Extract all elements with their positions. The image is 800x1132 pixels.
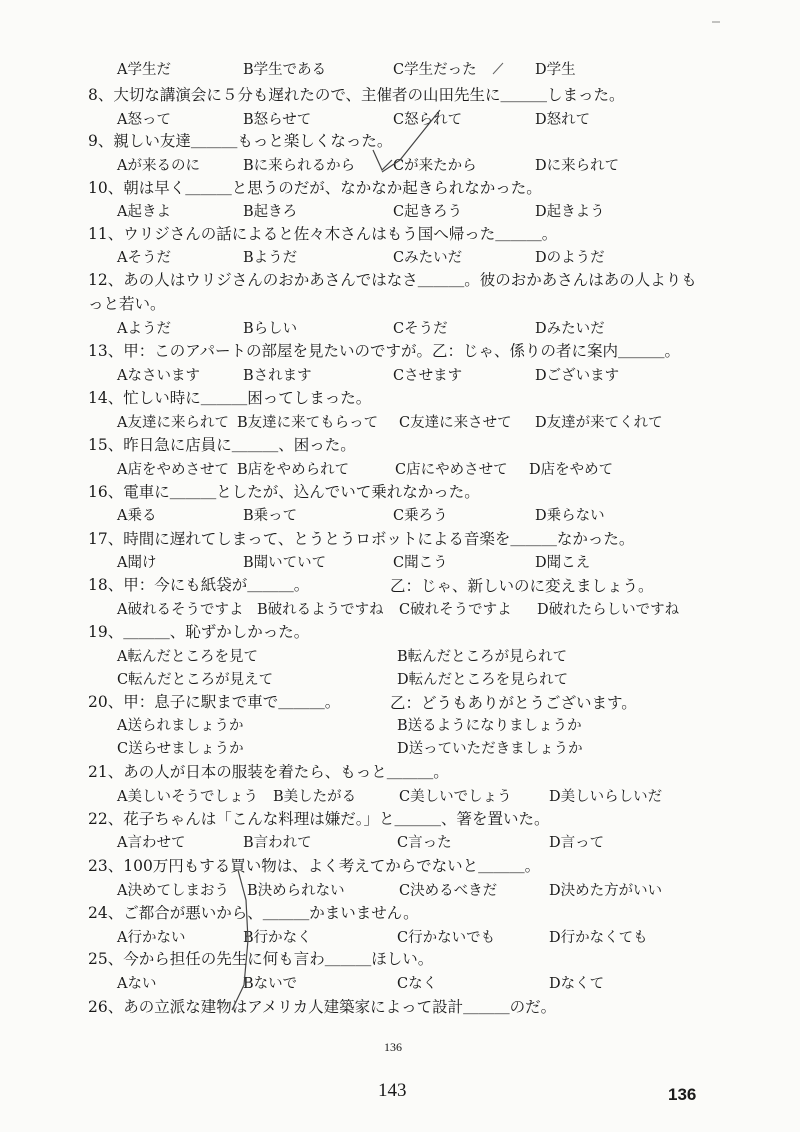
option-c: C転んだところが見えて [117, 672, 274, 688]
option-d: Dみたいだ [535, 321, 605, 337]
option-a: A起きよ [117, 204, 171, 220]
option-row [117, 108, 717, 130]
option-row [117, 504, 717, 526]
question-26: 26、あの立派な建物はアメリカ人建築家によって設計＿＿＿のだ。 [88, 998, 557, 1016]
option-b: Bようだ [243, 250, 298, 266]
option-row [117, 364, 717, 386]
option-b: B行かなく [243, 930, 312, 946]
option-row [117, 551, 717, 573]
option-d: D行かなくても [549, 930, 648, 946]
option-c: C言った [397, 835, 452, 851]
option-d: D転んだところを見られて [397, 672, 569, 688]
option-c: C決めるべきだ [399, 883, 498, 899]
option-c: C怒られて [393, 112, 463, 128]
question-20: 20、甲：息子に駅まで車で＿＿＿。 [88, 693, 341, 711]
option-row [117, 972, 717, 994]
question-21: 21、あの人が日本の服装を着たら、もっと＿＿＿。 [88, 763, 449, 781]
option-b: B言われて [243, 835, 312, 851]
question-16: 16、電車に＿＿＿としたが、込んでいて乗れなかった。 [88, 483, 480, 501]
option-row [117, 926, 717, 948]
option-a: A送られましょうか [117, 718, 244, 734]
option-a: Aそうだ [117, 250, 171, 266]
option-a: Aようだ [117, 321, 171, 337]
option-d: Dのようだ [535, 250, 605, 266]
option-row [117, 879, 717, 901]
option-row [117, 831, 717, 853]
option-c: Cみたいだ [393, 250, 463, 266]
option-a: A聞け [117, 555, 157, 571]
option-b: Bに来られるから [243, 158, 356, 174]
question-18-reply: 乙：じゃ、新しいのに変えましょう。 [390, 577, 654, 595]
option-b: B送るようになりましょうか [397, 718, 582, 734]
option-a: A学生だ [117, 62, 171, 78]
option-a: A決めてしまおう [117, 883, 229, 899]
option-row [117, 246, 717, 268]
option-c: C友達に来させて [399, 415, 512, 431]
question-12: 12、あの人はウリジさんのおかあさんではなさ＿＿＿。彼のおかあさんはあの人よりもっと若い。 [88, 271, 697, 313]
question-17: 17、時間に遅れてしまって、とうとうロボットによる音楽を＿＿＿なかった。 [88, 530, 635, 548]
option-a: A行かない [117, 930, 186, 946]
option-b: B怒らせて [243, 112, 312, 128]
option-d: D美しいらしいだ [549, 789, 663, 805]
option-d: D送っていただきましょうか [397, 741, 583, 757]
option-c: Cそうだ [393, 321, 448, 337]
option-d: D店をやめて [529, 462, 614, 478]
option-b: B学生である [243, 62, 327, 78]
option-c: C行かないでも [397, 930, 496, 946]
option-row [117, 668, 717, 690]
option-d: D怒れて [535, 112, 591, 128]
option-d: D友達が来てくれて [535, 415, 663, 431]
option-d: D言って [549, 835, 605, 851]
corner-page-number: 136 [668, 1085, 697, 1104]
option-b: Bらしい [243, 321, 298, 337]
option-row [117, 58, 717, 80]
question-24: 24、ご都合が悪いから、＿＿＿かまいません。 [88, 904, 419, 922]
option-b: B転んだところが見られて [397, 649, 568, 665]
question-11: 11、ウリジさんの話によると佐々木さんはもう国へ帰った＿＿＿。 [88, 225, 558, 243]
option-a: A言わせて [117, 835, 186, 851]
option-d: D学生 [535, 62, 576, 78]
option-b: B聞いていて [243, 555, 327, 571]
option-c: C聞こう [393, 555, 448, 571]
question-13: 13、甲：このアパートの部屋を見たいのですが。乙：じゃ、係りの者に案内＿＿＿。 [88, 342, 680, 360]
question-23: 23、100万円もする買い物は、よく考えてからでないと＿＿＿。 [88, 857, 541, 875]
option-row [117, 317, 717, 339]
option-b: B店をやめられて [237, 462, 350, 478]
option-a: Aなさいます [117, 368, 200, 384]
option-row [117, 714, 717, 736]
option-d: D破れたらしいですね [537, 602, 680, 618]
option-c: Cが来たから [393, 158, 477, 174]
option-b: B美したがる [273, 789, 357, 805]
option-c: C美しいでしょう [399, 789, 512, 805]
option-c: C店にやめさせて [395, 462, 508, 478]
option-a: Aが来るのに [117, 158, 200, 174]
option-row [117, 598, 717, 620]
option-b: Bないで [243, 976, 298, 992]
inner-page-number: 136 [384, 1040, 402, 1054]
question-22: 22、花子ちゃんは「こんな料理は嫌だ。」と＿＿＿、箸を置いた。 [88, 810, 550, 828]
option-b: Bされます [243, 368, 312, 384]
option-c: Cさせます [393, 368, 463, 384]
option-d: Dなくて [549, 976, 605, 992]
outer-page-number: 143 [378, 1080, 407, 1101]
option-b: B乗って [243, 508, 298, 524]
option-row [117, 458, 717, 480]
option-d: Dございます [535, 368, 620, 384]
option-c: C送らせましょうか [117, 741, 244, 757]
option-c: C起きろう [393, 204, 463, 220]
option-row [117, 200, 717, 222]
option-row [117, 411, 717, 433]
question-19: 19、＿＿＿、恥ずかしかった。 [88, 623, 310, 641]
option-c: C乗ろう [393, 508, 448, 524]
option-c: Cなく [397, 976, 438, 992]
option-a: A乗る [117, 508, 157, 524]
option-d: D聞こえ [535, 555, 591, 571]
option-d: D乗らない [535, 508, 605, 524]
option-row [117, 785, 717, 807]
option-c: C破れそうですよ [399, 602, 512, 618]
question-8: 8、大切な講演会に５分も遅れたので、主催者の山田先生に＿＿＿しまった。 [88, 86, 625, 104]
option-b: B決められない [247, 883, 345, 899]
option-a: A破れるそうですよ [117, 602, 244, 618]
option-b: B破れるようですね [257, 602, 384, 618]
option-d: D起きよう [535, 204, 605, 220]
option-a: Aない [117, 976, 157, 992]
option-a: A美しいそうでしょう [117, 789, 258, 805]
question-15: 15、昨日急に店員に＿＿＿、困った。 [88, 436, 356, 454]
question-10: 10、朝は早く＿＿＿と思うのだが、なかなか起きられなかった。 [88, 179, 542, 197]
question-25: 25、今から担任の先生に何も言わ＿＿＿ほしい。 [88, 950, 434, 968]
option-c: C学生だった [393, 62, 477, 78]
question-18: 18、甲：今にも紙袋が＿＿＿。 [88, 576, 310, 594]
option-b: B友達に来てもらって [237, 415, 379, 431]
question-14: 14、忙しい時に＿＿＿困ってしまった。 [88, 389, 372, 407]
option-d: D決めた方がいい [549, 883, 663, 899]
option-d: Dに来られて [535, 158, 620, 174]
option-row [117, 645, 717, 667]
option-b: B起きろ [243, 204, 298, 220]
option-a: A友達に来られて [117, 415, 229, 431]
option-row [117, 737, 717, 759]
option-row [117, 154, 717, 176]
option-a: A怒って [117, 112, 171, 128]
question-20-reply: 乙：どうもありがとうございます。 [390, 694, 637, 712]
option-a: A店をやめさせて [117, 462, 229, 478]
option-a: A転んだところを見て [117, 649, 258, 665]
question-9: 9、親しい友達＿＿＿もっと楽しくなった。 [88, 132, 393, 150]
